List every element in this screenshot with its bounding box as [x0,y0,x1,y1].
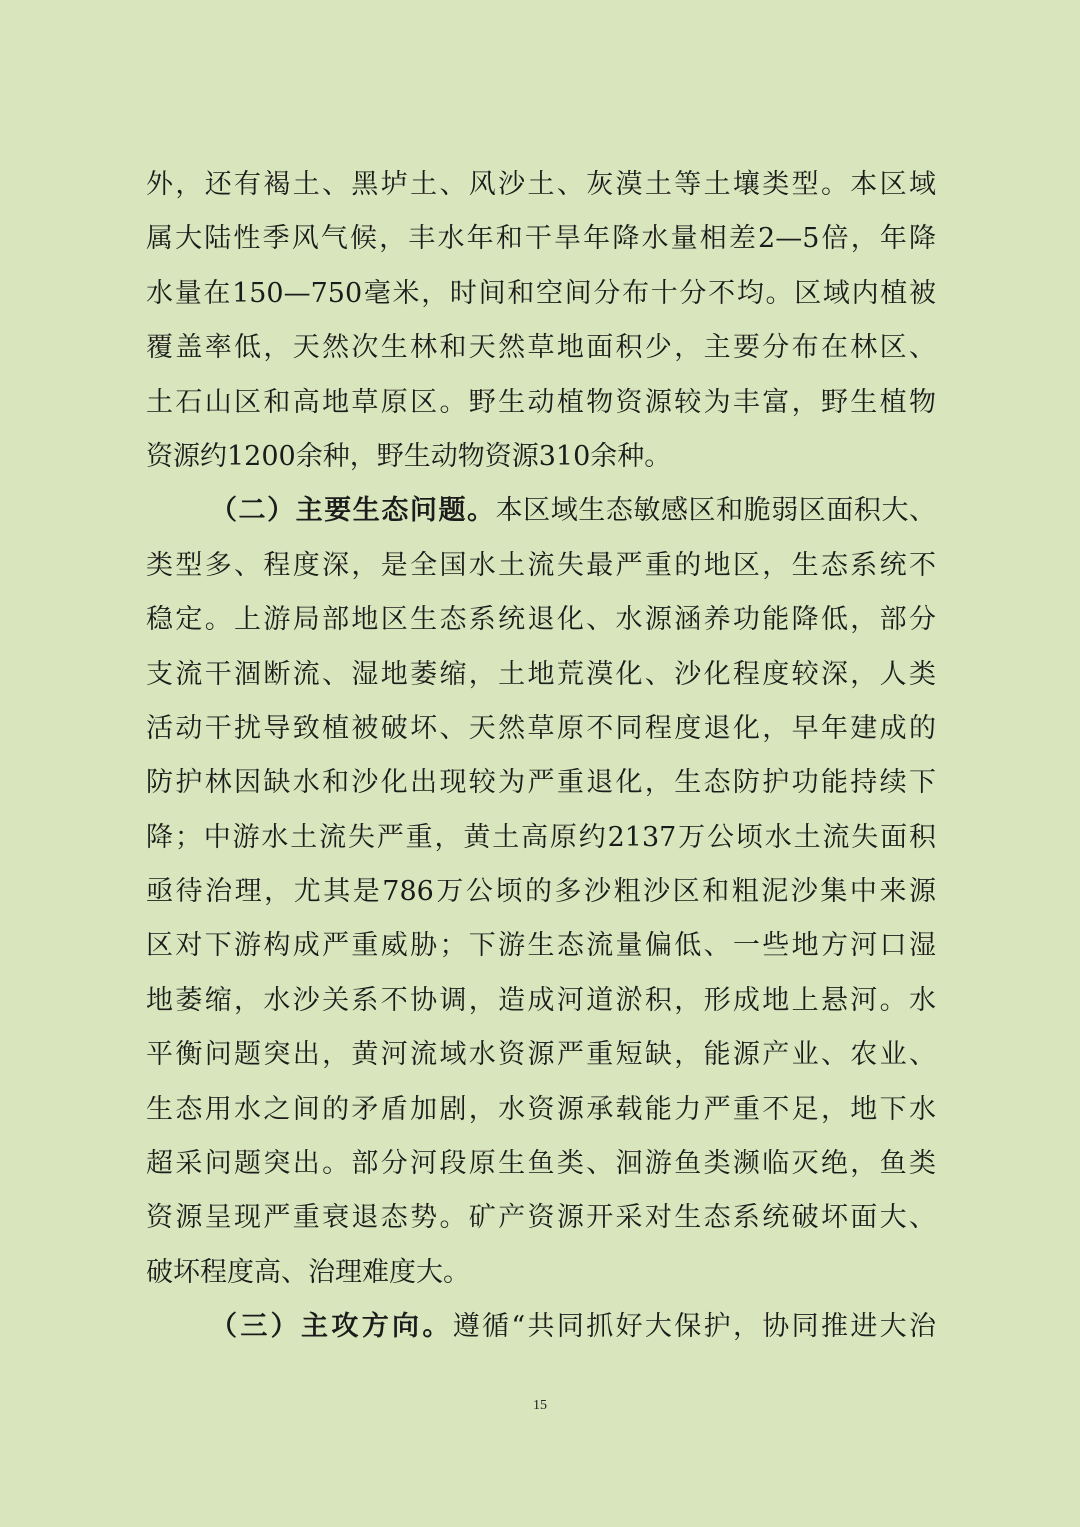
paragraph-main-direction [146,1300,936,1354]
text-line: 稳定。上游局部地区生态系统退化、水源涵养功能降低，部分 [146,604,936,636]
document-body [146,158,936,1355]
text-line: 水量在150—750毫米，时间和空间分布十分不均。区域内植被 [146,277,936,309]
text-line: 外，还有褐土、黑垆土、风沙土、灰漠土等土壤类型。本区域 [146,169,936,200]
paragraph-first-line [146,1300,936,1354]
paragraph-soil-climate [146,158,936,484]
text-line: 覆盖率低，天然次生林和天然草地面积少，主要分布在林区、 [146,332,936,364]
text-run: 本区域生态敏感区和脆弱区面积大、 [495,495,936,527]
text-line: 土石山区和高地草原区。野生动植物资源较为丰富，野生植物 [146,386,936,418]
paragraph-first-line [146,484,936,538]
text-line: 防护林因缺水和沙化出现较为严重退化，生态防护功能持续下 [146,767,936,799]
text-line: 资源呈现严重衰退态势。矿产资源开采对生态系统破坏面大、 [146,1202,936,1234]
text-line: 亟待治理，尤其是786万公顷的多沙粗沙区和粗泥沙集中来源 [146,876,936,908]
text-line: 属大陆性季风气候，丰水年和干旱年降水量相差2—5倍，年降 [146,223,936,255]
text-line: 活动干扰导致植被破坏、天然草原不同程度退化，早年建成的 [146,712,936,744]
text-run: 遵循“共同抓好大保护，协同推进大治 [452,1311,936,1343]
text-line: 地萎缩，水沙关系不协调，造成河道淤积，形成地上悬河。水 [146,984,936,1016]
text-line: 降；中游水土流失严重，黄土高原约2137万公顷水土流失面积 [146,821,936,853]
paragraph-main-ecological-problems [146,484,936,1300]
text-line: 超采问题突出。部分河段原生鱼类、洄游鱼类濒临灭绝，鱼类 [146,1148,936,1180]
page-number: 15 [533,1398,547,1413]
text-line: 类型多、程度深，是全国水土流失最严重的地区，生态系统不 [146,549,936,581]
section-heading: （二）主要生态问题。 [210,495,496,527]
text-line: 生态用水之间的矛盾加剧，水资源承载能力严重不足，地下水 [146,1093,936,1125]
text-line: 资源约1200余种，野生动物资源310余种。 [146,440,672,472]
text-line: 平衡问题突出，黄河流域水资源严重短缺，能源产业、农业、 [146,1039,936,1071]
section-heading: （三）主攻方向。 [210,1311,453,1343]
text-line: 破坏程度高、治理难度大。 [146,1256,470,1288]
text-line: 支流干涸断流、湿地萎缩，土地荒漠化、沙化程度较深，人类 [146,658,936,690]
text-line: 区对下游构成严重威胁；下游生态流量偏低、一些地方河口湿 [146,930,936,962]
